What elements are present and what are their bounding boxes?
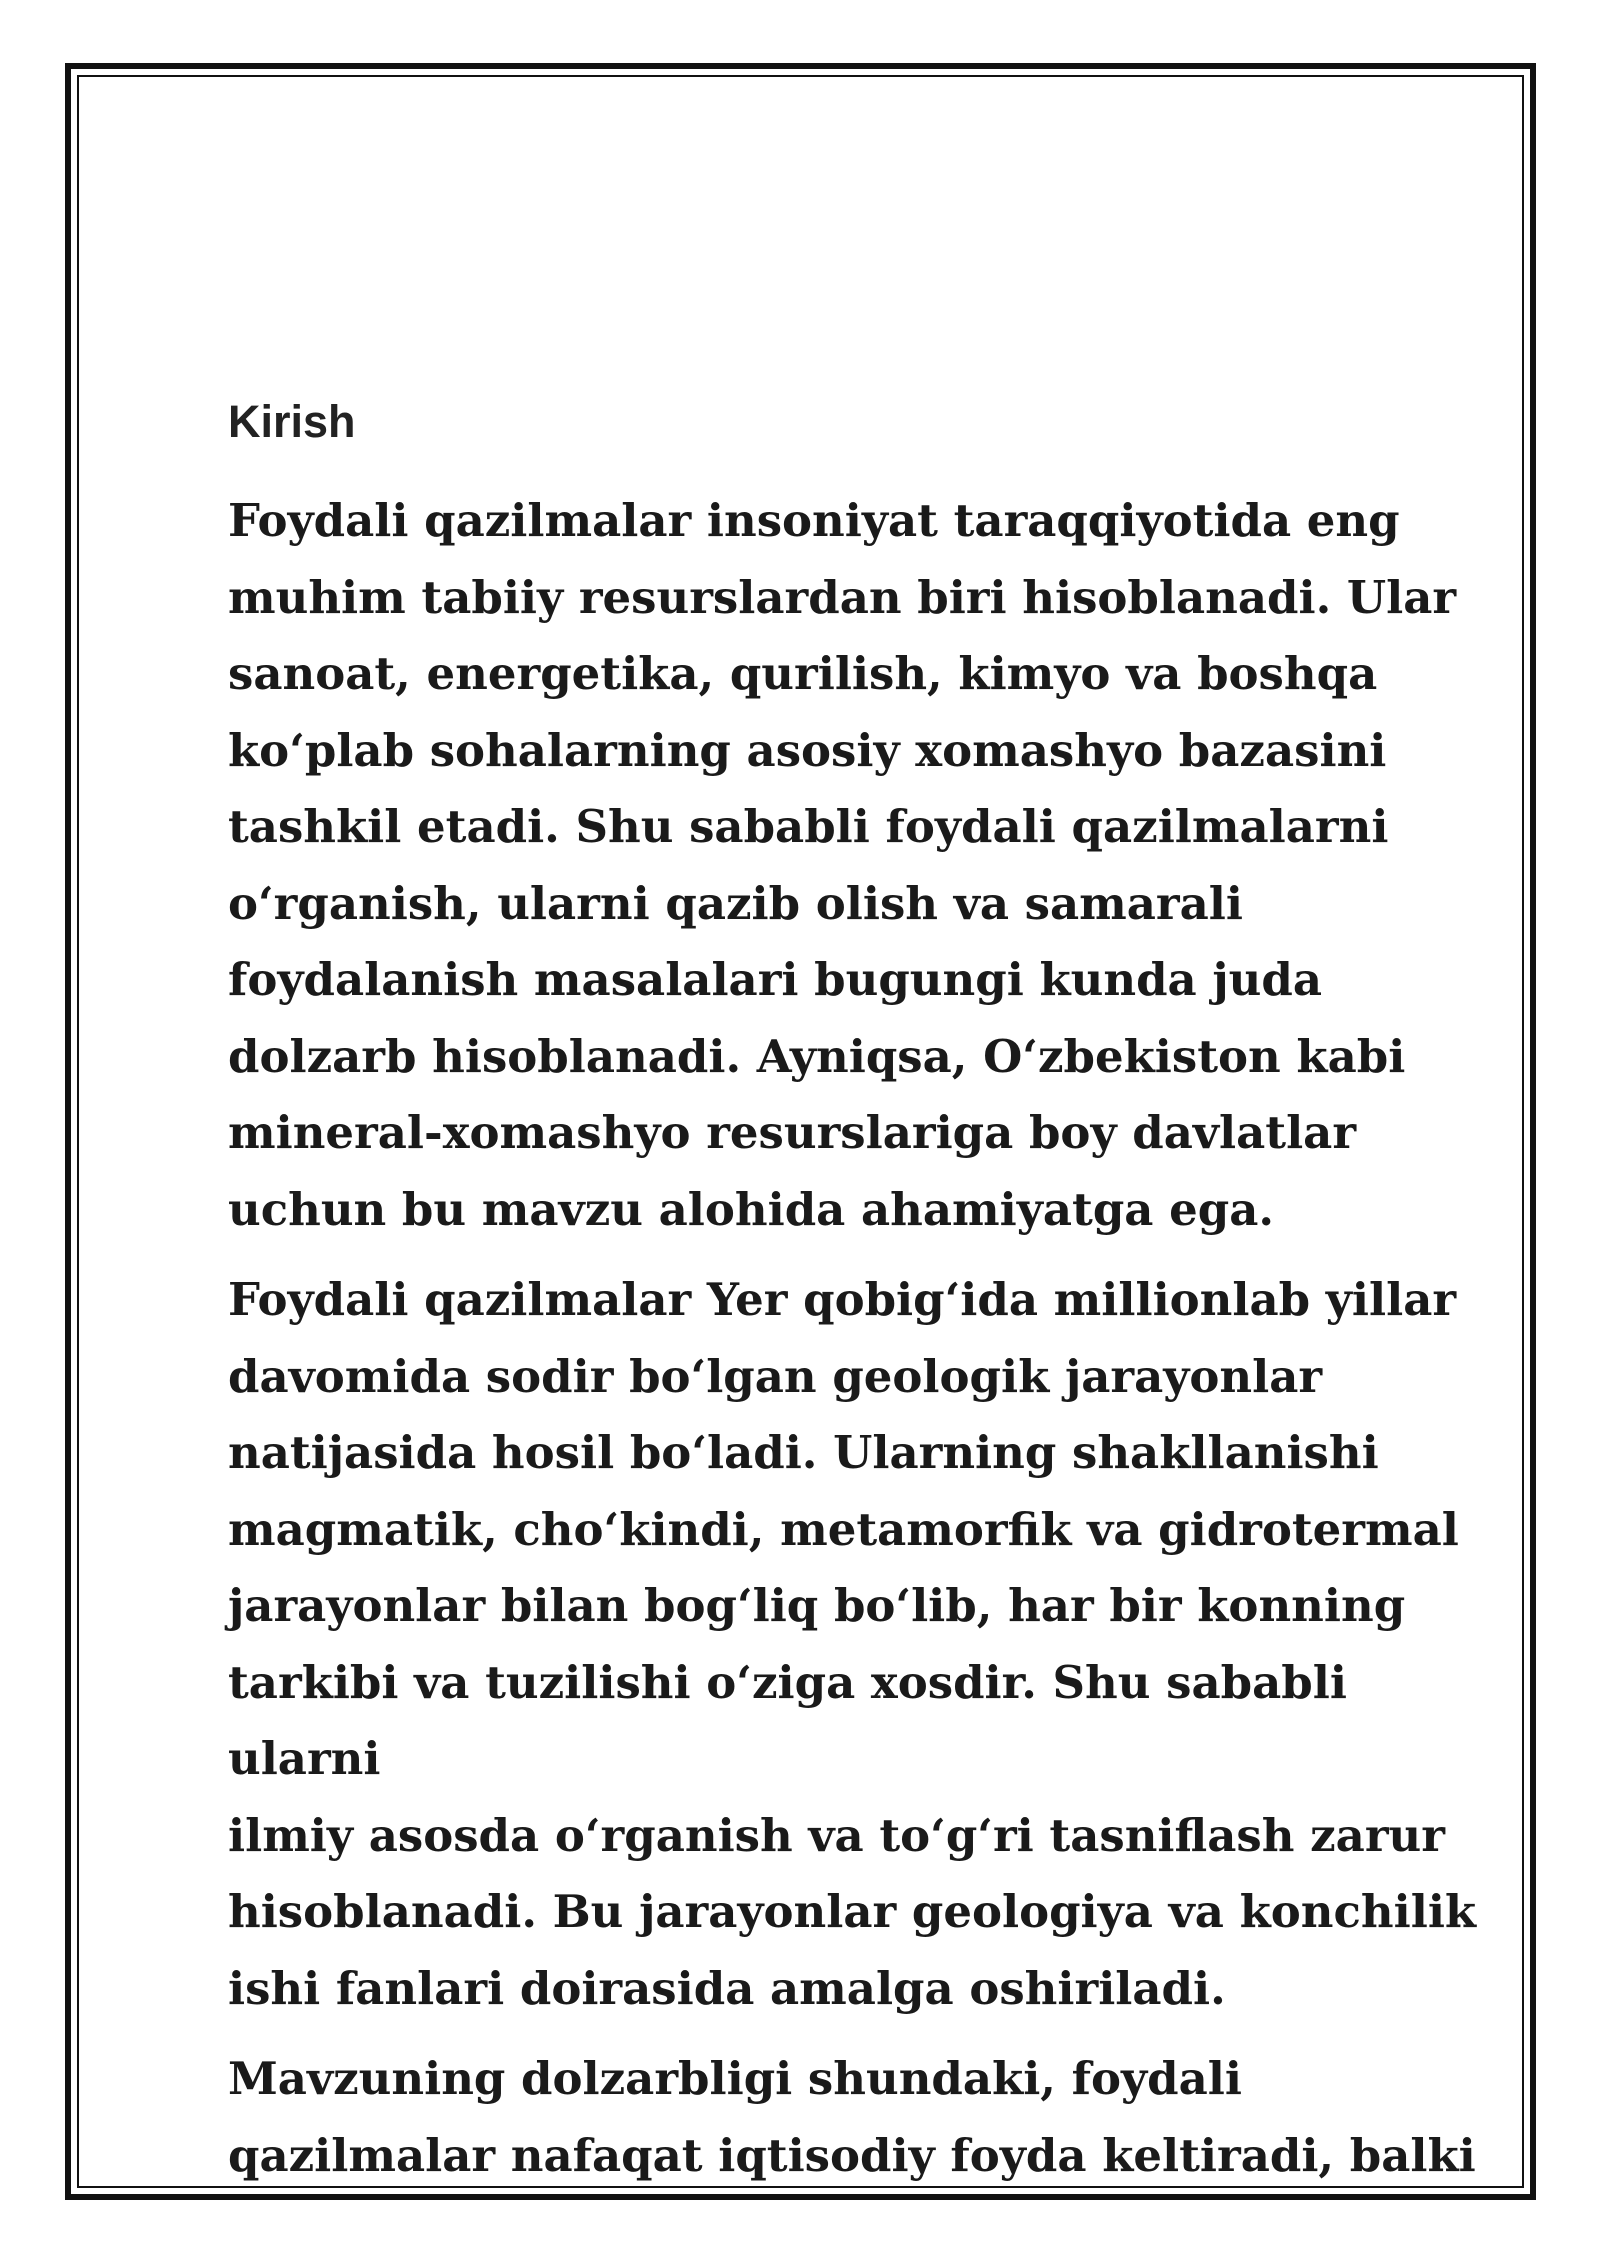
paragraph-2: Foydali qazilmalar Yer qobig‘ida millionlab yillar davomida sodir bo‘lgan geologik jarayonlar natijasida hosil bo‘ladi. Ularning shakllanishi magmatik, cho‘kindi, metamorfik va gidrotermal jarayonlar bilan bog‘liq bo‘lib, har bir konning tarkibi va tuzilishi o‘ziga xosdir. Shu sababli ularni ilmiy asosda o‘rganish va to‘g‘ri tasniflash zarur hisoblanadi. Bu jarayonlar geologiya va konchilik ishi fanlari doirasida amalga oshiriladi. <box>228 1273 1477 2015</box>
paragraph-3: Mavzuning dolzarbligi shundaki, foydali qazilmalar nafaqat iqtisodiy foyda keltiradi, balki <box>228 2052 1476 2182</box>
document-body <box>228 395 1493 2208</box>
section-heading: Kirish <box>228 396 356 447</box>
paragraph-1: Foydali qazilmalar insoniyat taraqqiyotida eng muhim tabiiy resurslardan biri hisoblanadi. Ular sanoat, energetika, qurilish, kimyo va boshqa ko‘plab sohalarning asosiy xomashyo bazasini tashkil etadi. Shu sababli foydali qazilmalarni o‘rganish, ularni qazib olish va samarali foydalanish masalalari bugungi kunda juda dolzarb hisoblanadi. Ayniqsa, O‘zbekiston kabi mineral-xomashyo resurslariga boy davlatlar uchun bu mavzu alohida ahamiyatga ega. <box>228 494 1457 1236</box>
